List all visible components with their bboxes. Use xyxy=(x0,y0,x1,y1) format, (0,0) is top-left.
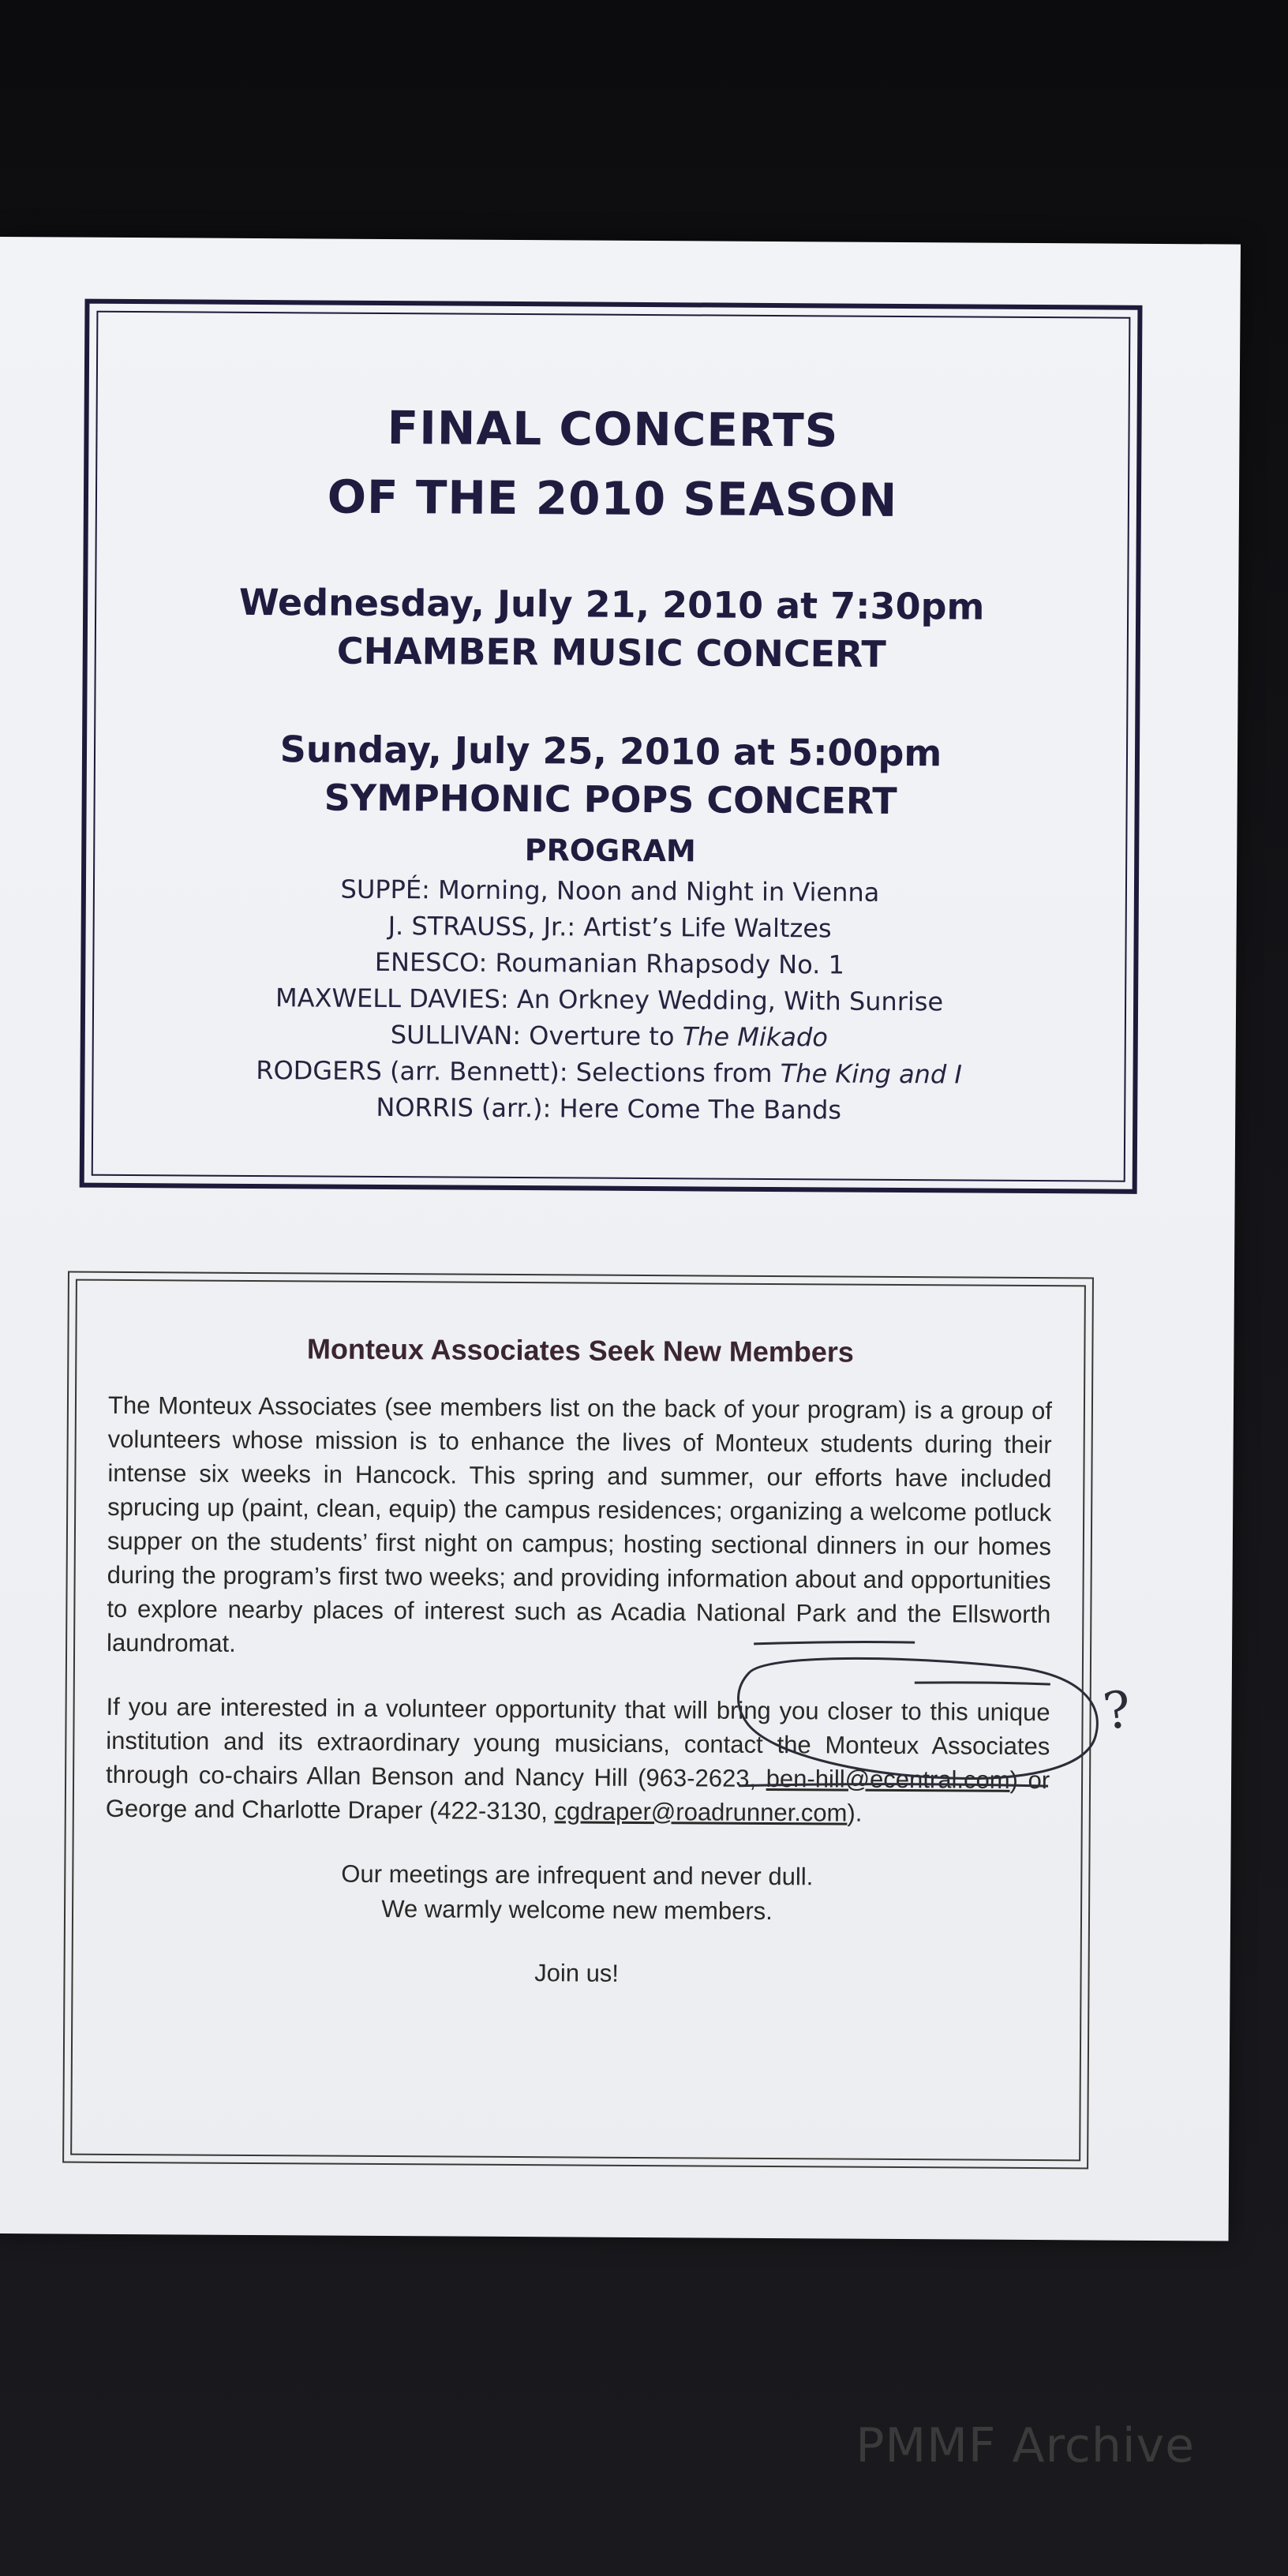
concert-announcement-inner xyxy=(92,311,1131,1182)
program-item: NORRIS (arr.): Here Come The Bands xyxy=(376,1091,842,1125)
concert-title-line2: OF THE 2010 SEASON xyxy=(327,470,898,527)
program-item-title: The Mikado xyxy=(682,1021,828,1053)
closing-line: We warmly welcome new members. xyxy=(381,1894,773,1926)
event-name: SYMPHONIC POPS CONCERT xyxy=(324,776,897,822)
program-item: MAXWELL DAVIES: An Orkney Wedding, With Sunrise xyxy=(275,983,944,1017)
contact-text: ). xyxy=(847,1799,863,1827)
program-list xyxy=(93,870,1125,1130)
program-page xyxy=(0,237,1241,2241)
associates-inner xyxy=(70,1279,1086,2162)
concert-title xyxy=(97,391,1129,537)
margin-question-mark: ? xyxy=(1099,1680,1135,1743)
contact-text: If you are interested in a volunteer opportunity that will bring you closer to this unique institution and its extraordinary young musicians, contact the Monteux Associates through co-chairs Allan Benson and Nancy Hill (963-2623, xyxy=(105,1692,1050,1792)
associates-title: Monteux Associates Seek New Members xyxy=(306,1332,854,1368)
program-item-composer: RODGERS (arr. Bennett): Selections from xyxy=(256,1055,781,1089)
event-symphonic-pops xyxy=(93,724,1126,1130)
closing-lines xyxy=(105,1855,1050,1930)
program-item xyxy=(94,1015,1125,1058)
program-item: J. STRAUSS, Jr.: Artist’s Life Waltzes xyxy=(388,911,832,944)
concert-title-line1: FINAL CONCERTS xyxy=(387,401,839,458)
event-date: Wednesday, July 21, 2010 at 7:30pm xyxy=(238,580,985,628)
event-chamber xyxy=(96,578,1128,680)
program-item: ENESCO: Roumanian Rhapsody No. 1 xyxy=(374,946,845,980)
associates-box xyxy=(62,1271,1094,2170)
event-date: Sunday, July 25, 2010 at 5:00pm xyxy=(279,728,942,775)
watermark: PMMF Archive xyxy=(856,2418,1195,2473)
associates-paragraph-mission: The Monteux Associates (see members list on the back of your program) is a group of volunteers whose mission is to enhance the lives of Monteux students during their intense six weeks in Hancock. This spring and summer, our efforts have included sprucing up (paint, clean, equip) the campus residences; organizing a welcome potluck supper on the students’ first night on campus; hosting sectional dinners in our homes during the program’s first two weeks; and providing information about and opportunities to explore nearby places of interest such as Acadia National Park and the Ellsworth laundromat. xyxy=(107,1391,1053,1657)
program-item-title: The King and I xyxy=(780,1058,962,1090)
email-link-ben-hill[interactable]: ben-hill@ecentral.com xyxy=(766,1764,1010,1794)
join-us: Join us! xyxy=(534,1959,620,1987)
event-name: CHAMBER MUSIC CONCERT xyxy=(336,629,886,676)
email-link-cgdraper[interactable]: cgdraper@roadrunner.com xyxy=(554,1797,848,1827)
program-item-composer: SULLIVAN: Overture to xyxy=(390,1020,683,1052)
program-heading: PROGRAM xyxy=(524,833,696,869)
closing-line: Our meetings are infrequent and never dull. xyxy=(341,1859,814,1891)
contact-text: ) or George and Charlotte Draper (422-3130, xyxy=(105,1765,1050,1825)
program-item xyxy=(93,1051,1124,1094)
concert-announcement-box xyxy=(80,299,1143,1194)
associates-paragraph-contact xyxy=(106,1690,1050,1831)
program-item: SUPPÉ: Morning, Noon and Night in Vienna xyxy=(340,874,880,908)
